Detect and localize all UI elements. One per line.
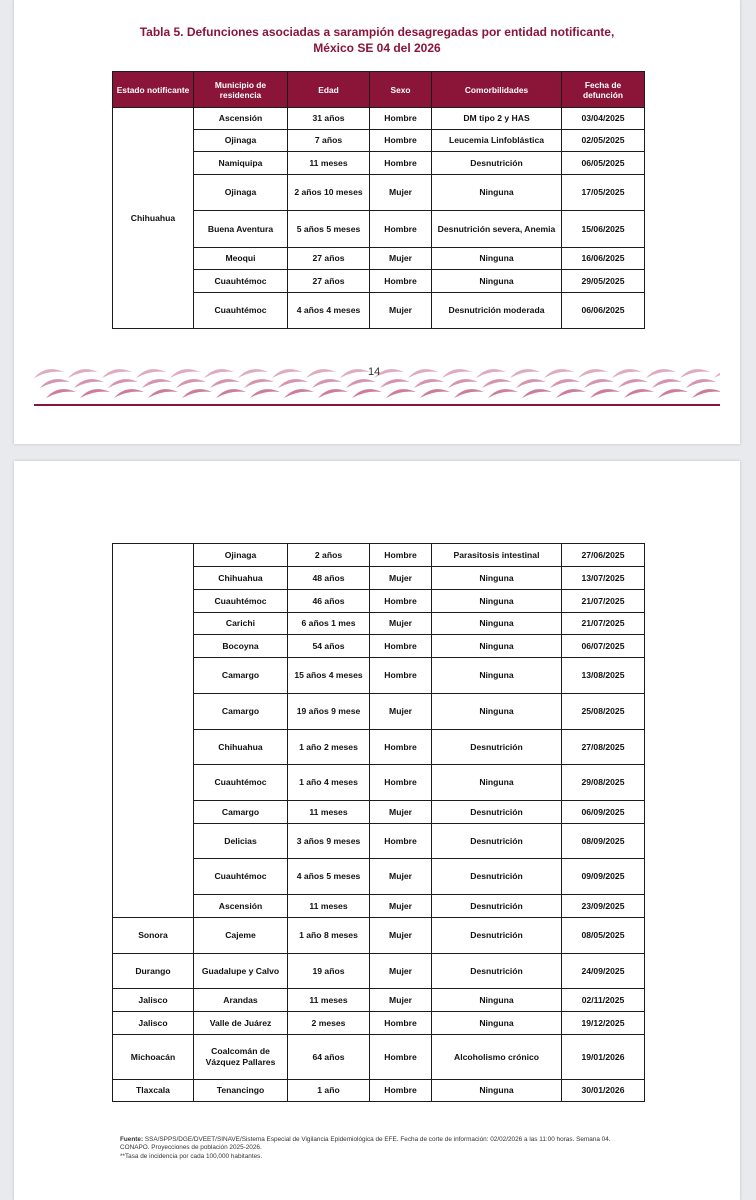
ornament-leaf [590, 389, 620, 398]
header-edad: Edad [288, 72, 370, 108]
cell-edad: 15 años 4 meses [288, 658, 370, 694]
ornament-leaf [46, 389, 76, 398]
cell-comorbilidades: Ninguna [432, 694, 562, 730]
cell-municipio: Namiquipa [194, 152, 288, 175]
ornament-leaf [646, 369, 676, 378]
source-footnote [120, 1136, 640, 1161]
cell-comorbilidades: Ninguna [432, 1012, 562, 1035]
table-body [113, 544, 645, 1102]
ornament-leaf [414, 379, 444, 388]
cell-estado: Jalisco [113, 1012, 194, 1035]
ornament-leaf [488, 389, 518, 398]
table-title [14, 24, 740, 56]
cell-municipio: Guadalupe y Calvo [194, 954, 288, 989]
cell-edad: 11 meses [288, 895, 370, 918]
cell-sexo: Hombre [370, 211, 432, 248]
ornament-leaf [80, 389, 110, 398]
cell-fecha: 24/09/2025 [562, 954, 645, 989]
cell-comorbilidades: Ninguna [432, 989, 562, 1012]
cell-fecha: 15/06/2025 [562, 211, 645, 248]
cell-fecha: 02/11/2025 [562, 989, 645, 1012]
cell-sexo: Mujer [370, 175, 432, 211]
cell-fecha: 08/09/2025 [562, 824, 645, 859]
cell-comorbilidades: Desnutrición [432, 152, 562, 175]
cell-municipio: Ojinaga [194, 175, 288, 211]
ornament-leaf [284, 389, 314, 398]
deaths-table-part-1 [112, 71, 645, 329]
cell-edad: 11 meses [288, 801, 370, 824]
cell-fecha: 06/06/2025 [562, 293, 645, 329]
cell-sexo: Mujer [370, 613, 432, 635]
cell-municipio: Chihuahua [194, 730, 288, 765]
cell-fecha: 30/01/2026 [562, 1080, 645, 1102]
cell-fecha: 27/06/2025 [562, 544, 645, 567]
cell-edad: 19 años [288, 954, 370, 989]
cell-edad: 48 años [288, 567, 370, 590]
cell-estado: Michoacán [113, 1035, 194, 1080]
ornament-leaf [544, 369, 574, 378]
ornament-leaf [244, 379, 274, 388]
cell-municipio: Camargo [194, 801, 288, 824]
ornament-leaf [584, 379, 614, 388]
ornament-leaf [510, 369, 540, 378]
header-municipio: Municipio de residencia [194, 72, 288, 108]
cell-municipio: Cuauhtémoc [194, 293, 288, 329]
ornament-leaf [238, 369, 268, 378]
ornament-leaf [454, 389, 484, 398]
cell-fecha: 06/07/2025 [562, 635, 645, 658]
cell-estado: Chihuahua [113, 108, 194, 329]
cell-municipio: Cuauhtémoc [194, 590, 288, 613]
cell-municipio: Carichi [194, 613, 288, 635]
ornament-leaf [522, 389, 552, 398]
cell-fecha: 09/09/2025 [562, 859, 645, 895]
cell-comorbilidades: Ninguna [432, 765, 562, 801]
cell-edad: 1 año 8 meses [288, 918, 370, 954]
cell-municipio: Buena Aventura [194, 211, 288, 248]
cell-comorbilidades: Ninguna [432, 635, 562, 658]
ornament-leaf [148, 389, 178, 398]
ornament-leaf [352, 389, 382, 398]
title-line-1: Tabla 5. Defunciones asociadas a sarampión desagregadas por entidad notificante, [139, 25, 615, 39]
cell-sexo: Hombre [370, 730, 432, 765]
cell-sexo: Hombre [370, 270, 432, 293]
ornament-leaf [34, 369, 64, 378]
cell-edad: 1 año [288, 1080, 370, 1102]
ornament-leaf [312, 379, 342, 388]
table-row [113, 1035, 645, 1080]
cell-municipio: Arandas [194, 989, 288, 1012]
ornament-leaf [102, 369, 132, 378]
cell-edad: 2 meses [288, 1012, 370, 1035]
cell-fecha: 06/05/2025 [562, 152, 645, 175]
cell-sexo: Mujer [370, 801, 432, 824]
cell-comorbilidades: Ninguna [432, 590, 562, 613]
ornament-leaf [114, 389, 144, 398]
cell-sexo: Hombre [370, 130, 432, 152]
ornament-leaf [652, 379, 682, 388]
footer-label: Fuente: [120, 1136, 144, 1143]
cell-sexo: Hombre [370, 544, 432, 567]
cell-sexo: Hombre [370, 1080, 432, 1102]
cell-fecha: 17/05/2025 [562, 175, 645, 211]
cell-sexo: Mujer [370, 567, 432, 590]
cell-edad: 11 meses [288, 989, 370, 1012]
cell-edad: 7 años [288, 130, 370, 152]
ornament-leaf [340, 369, 370, 378]
cell-fecha: 29/05/2025 [562, 270, 645, 293]
cell-fecha: 21/07/2025 [562, 613, 645, 635]
cell-edad: 1 año 4 meses [288, 765, 370, 801]
header-fecha: Fecha de defunción [562, 72, 645, 108]
ornament-leaf [420, 389, 450, 398]
footer-source: SSA/SPPS/DGE/DVEET/SINAVE/Sistema Especial de Vigilancia Epidemiológica de EFE. Fecha de corte de información: 02/02/2026 a las 11:00 horas. Semana 04. CONAPO. Proyecciones de población 2025-2026. [120, 1136, 611, 1152]
ornament-leaf [658, 389, 688, 398]
ornament-leaf [386, 389, 416, 398]
ornament-leaf [550, 379, 580, 388]
cell-municipio: Tenancingo [194, 1080, 288, 1102]
cell-sexo: Hombre [370, 765, 432, 801]
cell-comorbilidades: Desnutrición moderada [432, 293, 562, 329]
table-row [113, 918, 645, 954]
cell-edad: 19 años 9 mese [288, 694, 370, 730]
cell-fecha: 13/08/2025 [562, 658, 645, 694]
cell-municipio: Delicias [194, 824, 288, 859]
cell-municipio: Meoqui [194, 248, 288, 270]
ornament-leaf [108, 379, 138, 388]
cell-sexo: Hombre [370, 152, 432, 175]
cell-sexo: Hombre [370, 824, 432, 859]
ornament-leaf [714, 369, 720, 378]
cell-sexo: Hombre [370, 1012, 432, 1035]
document-page-1 [14, 0, 740, 444]
cell-edad: 2 años [288, 544, 370, 567]
ornament-leaf [408, 369, 438, 378]
ornament-leaf [578, 369, 608, 378]
cell-edad: 27 años [288, 270, 370, 293]
cell-estado: Durango [113, 954, 194, 989]
cell-fecha: 29/08/2025 [562, 765, 645, 801]
cell-comorbilidades: Leucemia Linfoblástica [432, 130, 562, 152]
cell-municipio: Ojinaga [194, 130, 288, 152]
cell-edad: 11 meses [288, 152, 370, 175]
ornament-leaf [182, 389, 212, 398]
cell-comorbilidades: Ninguna [432, 567, 562, 590]
ornament-leaf [176, 379, 206, 388]
cell-fecha: 06/09/2025 [562, 801, 645, 824]
ornament-leaf [618, 379, 648, 388]
cell-edad: 5 años 5 meses [288, 211, 370, 248]
table-row [113, 1080, 645, 1102]
cell-comorbilidades: Desnutrición [432, 730, 562, 765]
cell-municipio: Cajeme [194, 918, 288, 954]
table-row [113, 954, 645, 989]
ornament-leaf [624, 389, 654, 398]
cell-fecha: 16/06/2025 [562, 248, 645, 270]
cell-sexo: Mujer [370, 694, 432, 730]
ornament-leaf [306, 369, 336, 378]
ornament-leaf [40, 379, 70, 388]
cell-sexo: Mujer [370, 954, 432, 989]
cell-edad: 4 años 4 meses [288, 293, 370, 329]
ornament-leaf [556, 389, 586, 398]
cell-fecha: 25/08/2025 [562, 694, 645, 730]
ornament-leaf [250, 389, 280, 398]
ornament-leaf [204, 369, 234, 378]
cell-municipio: Valle de Juárez [194, 1012, 288, 1035]
cell-comorbilidades: Ninguna [432, 270, 562, 293]
cell-edad: 64 años [288, 1035, 370, 1080]
ornament-leaf [216, 389, 246, 398]
ornament-leaf [680, 369, 710, 378]
document-page-2 [14, 461, 740, 1200]
cell-edad: 3 años 9 meses [288, 824, 370, 859]
ornament-leaf [442, 369, 472, 378]
cell-fecha: 03/04/2025 [562, 108, 645, 130]
cell-edad: 6 años 1 mes [288, 613, 370, 635]
cell-edad: 54 años [288, 635, 370, 658]
ornament-leaf [612, 369, 642, 378]
cell-edad: 27 años [288, 248, 370, 270]
cell-comorbilidades: Desnutrición [432, 824, 562, 859]
cell-comorbilidades: Desnutrición [432, 801, 562, 824]
cell-comorbilidades: Ninguna [432, 658, 562, 694]
cell-sexo: Mujer [370, 293, 432, 329]
cell-estado [113, 544, 194, 918]
cell-sexo: Mujer [370, 859, 432, 895]
cell-comorbilidades: Desnutrición [432, 895, 562, 918]
header-sexo: Sexo [370, 72, 432, 108]
cell-edad: 2 años 10 meses [288, 175, 370, 211]
cell-fecha: 08/05/2025 [562, 918, 645, 954]
footer-note: **Tasa de incidencia por cada 100,000 habitantes. [120, 1152, 263, 1160]
cell-sexo: Hombre [370, 1035, 432, 1080]
ornament-leaf [210, 379, 240, 388]
cell-edad: 46 años [288, 590, 370, 613]
cell-sexo: Mujer [370, 248, 432, 270]
ornament-leaf [272, 369, 302, 378]
cell-comorbilidades: Ninguna [432, 248, 562, 270]
cell-sexo: Hombre [370, 590, 432, 613]
cell-municipio: Cuauhtémoc [194, 765, 288, 801]
table-row [113, 544, 645, 567]
cell-fecha: 27/08/2025 [562, 730, 645, 765]
ornament-leaf [380, 379, 410, 388]
cell-sexo: Mujer [370, 895, 432, 918]
ornament-leaf [170, 369, 200, 378]
deaths-table-part-2 [112, 543, 645, 1102]
cell-comorbilidades: Ninguna [432, 613, 562, 635]
ornament-leaf [482, 379, 512, 388]
cell-municipio: Camargo [194, 694, 288, 730]
cell-fecha: 13/07/2025 [562, 567, 645, 590]
cell-municipio: Chihuahua [194, 567, 288, 590]
table-row [113, 108, 645, 130]
page-number: 14 [368, 366, 381, 378]
ornament-leaf [142, 379, 172, 388]
table-header-row [113, 72, 645, 108]
table-row [113, 989, 645, 1012]
ornament-leaf [68, 369, 98, 378]
cell-comorbilidades: Desnutrición [432, 859, 562, 895]
ornament-leaf [318, 389, 348, 398]
cell-comorbilidades: Alcoholismo crónico [432, 1035, 562, 1080]
cell-edad: 1 año 2 meses [288, 730, 370, 765]
cell-comorbilidades: Desnutrición [432, 954, 562, 989]
cell-sexo: Hombre [370, 658, 432, 694]
ornament-leaf [692, 389, 720, 398]
cell-sexo: Mujer [370, 989, 432, 1012]
cell-municipio: Camargo [194, 658, 288, 694]
ornament-leaf [476, 369, 506, 378]
cell-fecha: 19/01/2026 [562, 1035, 645, 1080]
table-body [113, 108, 645, 329]
cell-municipio: Coalcomán de Vázquez Pallares [194, 1035, 288, 1080]
cell-municipio: Cuauhtémoc [194, 270, 288, 293]
title-line-2: México SE 04 del 2026 [313, 41, 441, 55]
ornament-leaf [346, 379, 376, 388]
cell-comorbilidades: Ninguna [432, 1080, 562, 1102]
cell-municipio: Ojinaga [194, 544, 288, 567]
cell-estado: Sonora [113, 918, 194, 954]
cell-sexo: Hombre [370, 108, 432, 130]
cell-edad: 4 años 5 meses [288, 859, 370, 895]
cell-comorbilidades: Desnutrición [432, 918, 562, 954]
cell-fecha: 23/09/2025 [562, 895, 645, 918]
cell-comorbilidades: Ninguna [432, 175, 562, 211]
cell-municipio: Ascensión [194, 108, 288, 130]
cell-sexo: Mujer [370, 918, 432, 954]
ornament-leaf [74, 379, 104, 388]
ornament-leaf [136, 369, 166, 378]
cell-comorbilidades: Parasitosis intestinal [432, 544, 562, 567]
cell-municipio: Ascensión [194, 895, 288, 918]
header-estado: Estado notificante [113, 72, 194, 108]
table-row [113, 1012, 645, 1035]
ornament-leaf [278, 379, 308, 388]
cell-estado: Jalisco [113, 989, 194, 1012]
cell-fecha: 19/12/2025 [562, 1012, 645, 1035]
cell-estado: Tlaxcala [113, 1080, 194, 1102]
cell-municipio: Bocoyna [194, 635, 288, 658]
ornament-leaf [516, 379, 546, 388]
cell-comorbilidades: Desnutrición severa, Anemia [432, 211, 562, 248]
header-comorbilidades: Comorbilidades [432, 72, 562, 108]
cell-edad: 31 años [288, 108, 370, 130]
ornament-leaf [686, 379, 716, 388]
cell-sexo: Hombre [370, 635, 432, 658]
cell-fecha: 02/05/2025 [562, 130, 645, 152]
cell-municipio: Cuauhtémoc [194, 859, 288, 895]
cell-fecha: 21/07/2025 [562, 590, 645, 613]
cell-comorbilidades: DM tipo 2 y HAS [432, 108, 562, 130]
ornament-leaf [448, 379, 478, 388]
